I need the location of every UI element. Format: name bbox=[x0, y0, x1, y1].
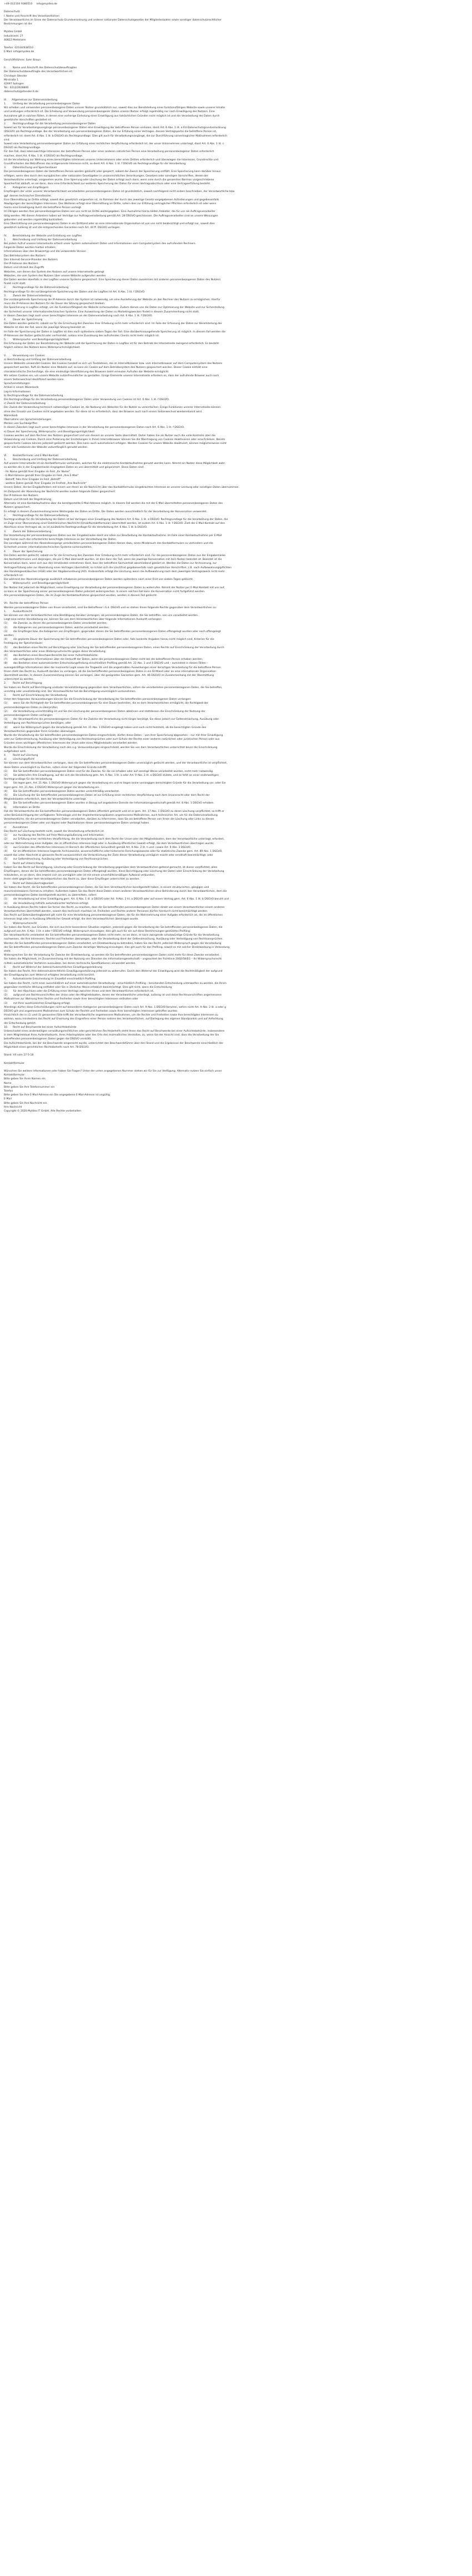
document-line: Empfängern der unter unserer Verantwortlichkeit verarbeiteten personenbezogenen Daten ist grundsätzlich, soweit nachfolgend nicht anders beschrieben, der Verantwortliche bzw. bbox=[4, 190, 235, 194]
document-line: Es erfolgt in diesem Zusammenhang keine Weitergabe der Daten an Dritte. Die Daten werden ausschließlich für die Verarbeitung der Konversation verwendet. bbox=[4, 510, 208, 513]
document-line: im Zuge einer Übersendung einer Elektronischen Nachricht (Email/Kontaktformular) übermittelt werden, ist zudem Art. 6 Abs. 1 lit. f DSGVO. Zielt der E-Mail-Kontakt auf den bbox=[4, 522, 225, 526]
document-line: DSGVO als Rechtsgrundlage. bbox=[4, 147, 41, 150]
document-line: 5. Recht auf Unterrichtung bbox=[4, 862, 44, 865]
document-line: Das Recht auf Datenübertragbarkeit gilt nicht für eine Verarbeitung personenbezogener Daten, die für die Wahrnehmung einer Aufgabe erforderlich ist, die im öffentlichen bbox=[4, 914, 223, 917]
document-line: IP-Adressen der Nutzer gelöscht oder verfremdet, sodass eine Zuordnung des aufrufenden Clients nicht mehr möglich ist. bbox=[4, 334, 159, 337]
document-line: Sie können von dem Verantwortlichen verlangen, dass die Sie betreffenden personenbezogenen Daten unverzüglich gelöscht werden, und der Verantwortliche ist verpflichtet, bbox=[4, 762, 228, 765]
document-line: Wir setzen Cookies ein, um unsere Website nutzerfreundlicher zu gestalten. Einige Elemente unserer Internetseite erfordern es, dass der aufrufende Browser auch nach bbox=[4, 374, 219, 377]
document-line: (4) für im öffentlichen Interesse liegende Archivzwecke, wissenschaftliche oder historische Forschungszwecke oder für statistische Zwecke gem. Art. 89 Abs. 1 DSGVO, bbox=[4, 850, 223, 853]
document-line: 3. Datenlöschung und Speicherdauer bbox=[4, 166, 57, 170]
document-line: Die Aufsichtsbehörde, bei der die Beschwerde eingereicht wurde, unterrichtet den Beschwerdeführer über den Stand und die Ergebnisse der Beschwerde einschließlich der bbox=[4, 1042, 224, 1045]
document-line: personenbezogenen Daten oder von Kopien oder Replikationen dieser personenbezogenen Daten verlangt haben. bbox=[4, 822, 150, 825]
document-line: Übernahme von Spracheinstellungen bbox=[4, 418, 52, 421]
document-line: (1) zur Ausübung des Rechts auf freie Meinungsäußerung und Information; bbox=[4, 834, 104, 837]
document-line: Der Verantwortliche verarbeitet die Sie betreffenden personenbezogenen Daten nicht mehr, es sei denn, er kann zwingende schutzwürdige Gründe für die Verarbeitung bbox=[4, 934, 219, 937]
document-line: Alle personenbezogenen Daten, die im Zuge der Kontaktaufnahme gespeichert wurden, werden in diesem Fall gelöscht. bbox=[4, 594, 158, 597]
document-line bbox=[4, 94, 468, 98]
document-line: aufgrund von Art. 6 Abs. 1 lit. e oder f DSGVO erfolgt, Widerspruch einzulegen; dies gilt auch für ein auf diese Bestimmungen gestütztes Profiling. bbox=[4, 930, 191, 933]
document-line: I. Name und Anschrift des Verantwortlichen bbox=[4, 14, 59, 18]
document-line: Im Zeitpunkt der Absendung der Nachricht werden zudem folgende Daten gespeichert: bbox=[4, 490, 116, 493]
document-line: tätig werden. Mit diesen Anbietern haben wir Verträge zur Auftragsverarbeitung gemäß Art. 28 DSGVO geschlossen. Die Auftragsverarbeiter sind an unsere Weisungen bbox=[4, 214, 218, 218]
document-line: Log-In-Informationen bbox=[4, 390, 31, 393]
document-line: Bitte geben Sie Ihre Telefonnummer ein bbox=[4, 1085, 55, 1089]
document-line bbox=[4, 1065, 468, 1069]
document-line: Verantwortlichen gegenüber Ihren Gründen überwiegen. bbox=[4, 730, 77, 733]
document-line: der Sie betreffenden personenbezogenen Daten zum Zwecke derartiger Werbung einzulegen; dies gilt auch für das Profiling, soweit es mit solcher Direktwerbung in Verbindung bbox=[4, 946, 230, 949]
document-line: (6) das Bestehen eines Beschwerderechts bei einer Aufsichtsbehörde; bbox=[4, 654, 98, 657]
document-line: Spracheinstellungen bbox=[4, 382, 31, 386]
document-line: betreffenden personenbezogenen Daten gegen die DSGVO verstößt. bbox=[4, 1038, 92, 1041]
document-line: Festlegung der Speicherdauer; bbox=[4, 642, 43, 645]
document-line: Soweit eine Verarbeitung personenbezogener Daten zur Erfüllung einer rechtlichen Verpflichtung erforderlich ist, der unser Unternehmen unterliegt, dient Art. 6 Abs. 1 lit. c bbox=[4, 143, 224, 146]
document-line: In diesen Zwecken liegt auch unser berechtigtes Interesse an der Datenverarbeitung nach Art. 6 Abs. 1 lit. f DSGVO. bbox=[4, 314, 153, 317]
document-line: Websites, die vom System des Nutzers über unsere Website aufgerufen werden bbox=[4, 274, 106, 277]
document-line: (2) die Verarbeitung unrechtmäßig ist und Sie die Löschung der personenbezogenen Daten ablehnen und stattdessen die Einschränkung der Nutzung der bbox=[4, 710, 205, 713]
document-line: Unbeschadet eines anderweitigen verwaltungsrechtlichen oder gerichtlichen Rechtsbehelfs steht Ihnen das Recht auf Beschwerde bei einer Aufsichtsbehörde, insbesondere bbox=[4, 1030, 225, 1033]
document-line: Die Speicherung in Logfiles erfolgt, um die Funktionsfähigkeit der Website sicherzustellen. Zudem dienen uns die Daten zur Optimierung der Website und zur Sicherstellung bbox=[4, 306, 224, 310]
document-line: Tel.: 0212/2628800 bbox=[4, 87, 29, 90]
document-line: Werden personenbezogene Daten von Ihnen verarbeitet, sind Sie Betroffener i.S.d. DSGVO und es stehen Ihnen folgende Rechte gegenüber dem Verantwortlichen zu: bbox=[4, 606, 217, 609]
document-line: 5. Widerspruchs- und Beseitigungsmöglichkeit bbox=[4, 582, 69, 585]
document-line: Industriestr. 27 bbox=[4, 34, 23, 38]
document-line: Unter den folgenden Voraussetzungen können Sie die Einschränkung der Verarbeitung der Sie betreffenden personenbezogenen Daten verlangen: bbox=[4, 698, 192, 701]
document-line: 6. Recht auf Datenübertragbarkeit bbox=[4, 882, 54, 885]
document-line: so werden die in der Eingabemaske eingegeben Daten an uns übermittelt und gespeichert. Diese Daten sind: bbox=[4, 466, 144, 469]
document-line: 3. Zweck der Datenverarbeitung bbox=[4, 294, 52, 297]
document-line: aufgehoben wird. bbox=[4, 750, 27, 753]
document-line: den Verantwortlichen oder eines Widerspruchsrechts gegen diese Verarbeitung; bbox=[4, 650, 107, 653]
document-line: 1. Umfang der Verarbeitung personenbezogener Daten bbox=[4, 102, 81, 105]
document-line: (2) aufgrund von Rechtsvorschriften der Union oder der Mitgliedstaaten, denen der Verantwortliche unterliegt, zulässig ist und diese Rechtsvorschriften angemessene bbox=[4, 994, 222, 997]
document-line: Datum und Uhrzeit der Registrierung bbox=[4, 498, 52, 502]
document-line: ggf. dessen technischer Dienstleister. bbox=[4, 194, 52, 198]
document-line: 1. Auskunftsrecht bbox=[4, 610, 32, 613]
document-line: Für den Fall, dass lebenswichtige Interessen der betroffenen Person oder einer anderen natürlichen Person eine Verarbeitung personenbezogener Daten erforderlich bbox=[4, 150, 214, 154]
document-line: gespeichert werden. Ruft ein Nutzer eine Website auf, so kann ein Cookie auf dem Betriebssystem des Nutzers gespeichert werden. Dieser Cookie enthält eine bbox=[4, 366, 208, 370]
document-line: folglich seitens des Nutzers keine Widerspruchsmöglichkeit. bbox=[4, 346, 81, 350]
document-line: (1) wenn Sie die Richtigkeit der Sie betreffenden personenbezogenen für eine Dauer bestreiten, die es dem Verantwortlichen ermöglicht, die Richtigkeit der bbox=[4, 702, 208, 705]
document-line: Verantwortliche, die die personenbezogenen Daten verarbeiten, darüber zu informieren, dass Sie als betroffene Person von ihnen die Löschung aller Links zu diesen bbox=[4, 818, 214, 821]
document-line: Stand: V4 vom 27-5-18 bbox=[4, 1054, 34, 1057]
document-line bbox=[4, 230, 468, 234]
document-line: mittels automatisierter Verfahren auszuüben, bei denen technische Spezifikationen verwendet werden. bbox=[4, 962, 136, 965]
document-line: Gründen eines wichtigen öffentlichen Interesses der Union oder eines Mitgliedstaats verarbeitet werden. bbox=[4, 742, 138, 745]
document-line: (1) für den Abschluss oder die Erfüllung eines Vertrags zwischen Ihnen und dem Verantwortlichen erforderlich ist, bbox=[4, 990, 154, 993]
document-line: Die sonstigen während des Absendevorgangs verarbeiteten personenbezogenen Daten dienen dazu, einen Missbrauch des Kontaktformulars zu verhindern und die bbox=[4, 542, 213, 545]
document-line: Verantwortliche unterliegt, vorgesehen wurde. Eine Sperrung oder Löschung der Daten erfolgt auch dann, wenn eine durch die genannten Normen vorgeschriebene bbox=[4, 178, 214, 181]
document-line: übermittelt werden. In diesem Zusammenhang können Sie verlangen, über die geeigneten Garantien gem. Art. 46 DSGVO im Zusammenhang mit der Übermittlung bbox=[4, 674, 214, 677]
document-line: Datenschutz bbox=[4, 11, 20, 14]
document-line: In diesen Zwecken liegt auch unser berechtigtes Interesse in der Verarbeitung der personenbezogenen Daten nach Art. 6 Abs. 1 lit. f DSGVO. bbox=[4, 426, 185, 430]
document-line bbox=[4, 1049, 468, 1053]
document-line: 3. Zweck der Datenverarbeitung bbox=[4, 530, 52, 533]
document-line: Alternativ ist eine Kontaktaufnahme über die bereitgestellte E-Mail-Adresse möglich. In diesem Fall werden die mit der E-Mail übermittelten personenbezogenen Daten des bbox=[4, 502, 223, 506]
document-line: Sie haben das Recht, nicht einer ausschließlich auf einer automatisierten Verarbeitung – einschließlich Profiling – beruhenden Entscheidung unterworfen zu werden, die Ihnen bbox=[4, 982, 227, 985]
document-line: der Entscheidung gehört. bbox=[4, 1022, 37, 1025]
document-line: 10. Recht auf Beschwerde bei einer Aufsichtsbehörde bbox=[4, 1026, 77, 1029]
document-line: Merken von Suchbegriffen bbox=[4, 422, 38, 426]
document-line: werden; bbox=[4, 634, 14, 637]
document-line: Haben Sie das Recht auf Berichtigung, Löschung oder Einschränkung der Verarbeitung gegenüber dem Verantwortlichen geltend gemacht, ist dieser verpflichtet, allen bbox=[4, 866, 218, 869]
document-line: Cookies werden auf dem Rechner des Nutzers gespeichert und von diesem an unserer Seite übermittelt. Daher haben Sie als Nutzer auch die volle Kontrolle über die bbox=[4, 434, 215, 437]
document-line: mitzuteilen, es sei denn, dies erweist sich als unmöglich oder ist mit einem unverhältnismäßigen Aufwand verbunden. bbox=[4, 874, 155, 877]
document-line: 7. Widerspruchsrecht bbox=[4, 922, 37, 925]
document-line: Das Recht auf Löschung besteht nicht, soweit die Verarbeitung erforderlich ist bbox=[4, 830, 104, 833]
document-line: Wir erheben und verwenden personenbezogene Daten unserer Nutzer grundsätzlich nur, soweit dies zur Bereitstellung einer funktionsfähigen Website sowie unserer Inhalte bbox=[4, 107, 225, 110]
document-line: gesetzliche Vorschriften gestattet ist. bbox=[4, 118, 52, 122]
document-line: III. Allgemeines zur Datenverarbeitung bbox=[4, 98, 58, 102]
document-line: Wünschen Sie weitere Informationen oder haben Sie Fragen? Unter der unten angegebenen Nummer stehen wir für Sie zur Verfügung. Alternativ nutzen Sie einfach unser bbox=[4, 1070, 222, 1073]
document-line: Bestimmungen ist die: bbox=[4, 23, 33, 26]
document-line: 4. Recht auf Löschung bbox=[4, 754, 38, 757]
document-line: 8. Recht auf Widerruf der datenschutzrechtlichen Einwilligungserklärung bbox=[4, 966, 102, 969]
document-line: a) Löschungspflicht bbox=[4, 758, 34, 761]
document-line: 4. Dauer der Speicherung bbox=[4, 550, 43, 553]
document-line: Ausnahme gilt in solchen Fällen, in denen eine vorherige Einholung einer Einwilligung aus tatsächlichen Gründen nicht möglich ist und die Verarbeitung der Daten durch bbox=[4, 114, 220, 118]
document-line: Ihnen steht das Recht zu, Auskunft darüber zu verlangen, ob die Sie betreffenden personenbezogenen Daten in ein Drittland oder an eine internationale Organisation bbox=[4, 670, 216, 673]
document-line: Mirstraße 1 bbox=[4, 78, 19, 82]
document-line: Kontaktformular: bbox=[4, 1074, 26, 1077]
document-line: Hinsichtlich der in (1) und (3) genannten Fälle trifft der Verantwortliche angemessene Maßnahmen, um die Rechte und Freiheiten sowie Ihre berechtigten Interessen zu bbox=[4, 1014, 218, 1017]
document-line: E-Mail bbox=[4, 1098, 12, 1101]
document-line: machen, dient Art. 6 Abs. 1 lit. d DSGVO als Rechtsgrundlage. bbox=[4, 154, 83, 158]
document-line: diese Daten unverzüglich zu löschen, sofern einer der folgenden Gründe zutrifft: bbox=[4, 766, 107, 769]
document-line: Auf unserer Internetseite ist ein Kontaktformular vorhanden, welches für die elektronische Kontaktaufnahme genutzt werden kann. Nimmt ein Nutzer diese Möglichkeit wahr, bbox=[4, 462, 226, 466]
document-line: 5. Widerspruchs- und Beseitigungsmöglichkeit bbox=[4, 338, 69, 341]
document-line: (3) die Empfänger bzw. die Kategorien von Empfängern, gegenüber denen die Sie betreffenden personenbezogenen Daten offengelegt wurden oder noch offengelegt bbox=[4, 630, 221, 633]
document-line: Verwendung von Cookies. Durch eine Änderung der Einstellungen in Ihrem Internetbrowser können Sie die Übertragung von Cookies deaktivieren oder einschränken. Bereits bbox=[4, 438, 225, 442]
document-line: (3) mit Ihrer ausdrücklichen Einwilligung erfolgt. bbox=[4, 1002, 71, 1005]
document-line: Eine Übermittlung an Dritte erfolgt, soweit dies gesetzlich vorgesehen ist, im Rahmen der durch das jeweilige Gesetz vorgegebenen Anforderungen und gegebenenfalls bbox=[4, 198, 219, 201]
document-line: aussagekräftige Informationen über die involvierte Logik sowie die Tragweite und die angestrebten Auswirkungen einer derartigen Verarbeitung für die betroffene Person. bbox=[4, 666, 222, 669]
document-line: VII. Rechte der betroffenen Person bbox=[4, 602, 49, 605]
document-line: (5) das Bestehen eines Rechts auf Berichtigung oder Löschung der Sie betreffenden personenbezogenen Daten, eines Rechts auf Einschränkung der Verarbeitung durch bbox=[4, 646, 224, 649]
document-line: (5) Die Löschung der Sie betreffenden personenbezogenen Daten ist zur Erfüllung einer rechtlichen Verpflichtung nach dem Unionsrecht oder dem Recht der bbox=[4, 794, 210, 797]
document-line: (4) die geplante Dauer der Speicherung der Sie betreffenden personenbezogenen Daten oder, falls konkrete Angaben hierzu nicht möglich sind, Kriterien für die bbox=[4, 638, 214, 642]
document-line: e) Dauer der Speicherung, Widerspruchs- und Beseitigungsmöglichkeit bbox=[4, 430, 95, 433]
document-line: Der Zweck der Verwendung technisch notwendiger Cookies ist, die Nutzung von Websites für die Nutzer zu vereinfachen. Einige Funktionen unserer Internetseite können bbox=[4, 406, 221, 410]
document-line: Im Falle der Speicherung der Daten in Logfiles ist dies nach spätestens sieben Tagen der Fall. Eine darüberhinausgehende Speicherung ist möglich. In diesem Fall werden die bbox=[4, 330, 225, 334]
document-line: (1) Die Sie betreffenden personenbezogenen Daten sind für die Zwecke, für die sie erhoben oder auf sonstige Weise verarbeitet wurden, nicht mehr notwendig. bbox=[4, 770, 214, 773]
document-line: Wurde die Einschränkung der Verarbeitung nach den o.g. Voraussetzungen eingeschränkt, werden Sie von dem Verantwortlichen unterrichtet bevor die Einschränkung bbox=[4, 746, 218, 749]
document-line: Telefon: 02104/938510 bbox=[4, 47, 33, 50]
document-line: Informationen über den Browsertyp und die verwendete Version bbox=[4, 250, 86, 254]
document-line: (2) Sie widerrufen Ihre Einwilligung, auf die sich die Verarbeitung gem. Art. 6 Abs. 1 lit. a oder Art. 9 Abs. 2 lit. a DSGVO stützte, und es fehlt an einer anderweitigen bbox=[4, 774, 219, 777]
document-line: Speicherfrist abläuft, es sei denn, dass eine Erforderlichkeit zur weiteren Speicherung der Daten für einen Vertragsabschluss oder eine Vertragserfüllung besteht. bbox=[4, 183, 211, 186]
document-line: Die während des Absendevorgangs zusätzlich erhobenen personenbezogenen Daten werden spätestens nach einer Frist von sieben Tagen gelöscht. bbox=[4, 578, 194, 582]
document-line: 4. Kategorien von Empfängern bbox=[4, 186, 49, 190]
document-line: Datum und Uhrzeit des Zugriffs bbox=[4, 266, 44, 270]
document-line: legen gem. Art. 21 Abs. 2 DSGVO Widerspruch gegen die Verarbeitung ein. bbox=[4, 786, 100, 789]
document-line: b) Rechtsgrundlage für die Datenverarbeitung bbox=[4, 394, 63, 397]
document-line: Bitte geben Sie Ihren Namen ein bbox=[4, 1078, 46, 1081]
document-line: (2) zur Erfüllung einer rechtlichen Verpflichtung, die die Verarbeitung nach dem Recht der Union oder der Mitgliedstaaten, dem der Verantwortliche unterliegt, erfordert, bbox=[4, 838, 225, 841]
document-line: Werden die Sie betreffenden personenbezogenen Daten verarbeitet, um Direktwerbung zu betreiben, haben Sie das Recht, jederzeit Widerspruch gegen die Verarbeitung bbox=[4, 942, 222, 945]
document-line: c) Zweck der Datenverarbeitung bbox=[4, 402, 46, 406]
document-line: Den Internet-Service-Provider des Nutzers bbox=[4, 258, 58, 261]
document-line: (3) Sie legen gem. Art. 21 Abs. 1 DSGVO Widerspruch gegen die Verarbeitung ein und es liegen keine vorrangigen berechtigten Gründe für die Verarbeitung vor, oder Sie bbox=[4, 782, 226, 785]
document-line: Rechtsgrundlage für die Verarbeitung. bbox=[4, 778, 53, 781]
document-line: Die Daten werden gelöscht, sobald sie für die Erreichung des Zweckes ihrer Erhebung nicht mehr erforderlich sind. Für die personenbezogenen Daten aus der Eingabemaske bbox=[4, 554, 226, 557]
document-line: Die IP-Adresse des Nutzers bbox=[4, 494, 38, 497]
document-line: Bei jedem Aufruf unserer Internetseite erfasst unser System automatisiert Daten und Informationen vom Computersystem des aufrufenden Rechners. bbox=[4, 243, 197, 246]
document-line: Ist die Verarbeitung zur Wahrung eines berechtigten Interesses unseres Unternehmens oder eines Dritten erforderlich und überwiegen die Interessen, Grundrechte und bbox=[4, 158, 219, 161]
document-line: Geschäftsführer: Sven Braun bbox=[4, 58, 41, 62]
document-line: Warenkorb bbox=[4, 414, 18, 417]
document-line: (3) der Verantwortliche die personenbezogenen Daten für die Zwecke der Verarbeitung nicht länger benötigt, Sie diese jedoch zur Geltendmachung, Ausübung oder bbox=[4, 718, 219, 721]
document-line: V. Verwendung von Cookies bbox=[4, 354, 45, 357]
document-line: erforderlich ist. bbox=[4, 574, 23, 577]
document-line: (3) aus Gründen des öffentlichen Interesses im Bereich der öffentlichen Gesundheit gemäß Art. 9 Abs. 2 lit. h und i sowie Art. 9 Abs. 3 DSGVO; bbox=[4, 846, 192, 849]
document-line: Unsere Daten, die bei Eingabefeldern mit einem von Ihnen an die Nachricht über das Kontaktformular eingebrachten Interesse an unserer Leistung oder sonstigen Daten übernommen. bbox=[4, 486, 239, 489]
document-line: Grundfreiheiten des Betroffenen das erstgenannte Interesse nicht, so dient Art. 6 Abs. 1 lit. f DSGVO als Rechtsgrundlage für die Verarbeitung. bbox=[4, 163, 187, 166]
document-line: Sie haben das Recht, Ihre datenschutzrechtliche Einwilligungserklärung jederzeit zu widerrufen. Durch den Widerruf der Einwilligung wird die Rechtmäßigkeit der aufgrund bbox=[4, 970, 223, 973]
document-line: (2) die Verarbeitung mithilfe automatisierter Verfahren erfolgt. bbox=[4, 902, 89, 905]
document-line: +49 (0)2104 9380510 info@myidea.de bbox=[4, 3, 58, 6]
document-line: - E-Mail-Adresse gemäß Ihrer Eingabe im Feld „Ihre E-Mail" bbox=[4, 474, 79, 477]
document-line: Ihre Nachricht bbox=[4, 1105, 22, 1109]
document-line: Wurde die Verarbeitung der Sie betreffenden personenbezogenen Daten eingeschränkt, dürfen diese Daten – von ihrer Speicherung abgesehen – nur mit Ihrer Einwilligung bbox=[4, 734, 223, 738]
document-line: Christoph Stender bbox=[4, 74, 27, 78]
document-line: sind. bbox=[4, 138, 10, 142]
document-line: gesetzlich zulässig ist und die entsprechenden Garantien nach Art. 44 ff. DSGVO vorliegen. bbox=[4, 226, 120, 230]
document-line: a) Beschreibung und Umfang der Datenverarbeitung bbox=[4, 358, 72, 361]
document-line: Abwägungen der berechtigten Interessen. Des Weiteren erfolgt eine Übermittlung an Dritte, sofern dies zur Erfüllung vertraglicher Pflichten erforderlich ist oder wenn bbox=[4, 203, 217, 206]
document-line: Konversation dann, wenn sich aus den Umständen entnehmen lässt, dass der betroffene Sachverhalt abschließend geklärt ist. Werden die Daten zur Archivierung, zur bbox=[4, 562, 217, 565]
document-line: Website ist dies der Fall, wenn die jeweilige Sitzung beendet ist. bbox=[4, 326, 86, 330]
document-line: personenbezogenen Daten bereitgestellt wurden, zu übermitteln, sofern bbox=[4, 894, 97, 897]
document-line: Im Übrigen werden Ihre personenbezogenen Daten von uns nicht an Dritte weitergegeben. Eine Ausnahme hierzu bilden Anbieter, die für uns als Auftragsverarbeiter bbox=[4, 210, 215, 214]
document-line: - weitere Daten gemäß Ihrer Eingabe im Freifeld „Ihre Nachricht" bbox=[4, 482, 87, 486]
document-line: Bitte geben Sie Ihre E-Mail-Adresse ein Die angegebene E-Mail-Adresse ist ungültig bbox=[4, 1094, 110, 1097]
document-line: 42697 Solingen bbox=[4, 82, 24, 85]
document-line: (4) wenn Sie Widerspruch gegen die Verarbeitung gemäß Art. 21 Abs. 1 DSGVO eingelegt haben und noch nicht feststeht, ob die berechtigten Gründe des bbox=[4, 726, 207, 729]
document-line bbox=[4, 598, 468, 602]
document-line: Die vorübergehende Speicherung der IP-Adresse durch das System ist notwendig, um eine Auslieferung der Website an den Rechner des Nutzers zu ermöglichen. Hierfür bbox=[4, 298, 220, 301]
document-line bbox=[4, 54, 468, 58]
document-line: - Betreff, falls Ihrer Eingabe im Feld „Betreff" bbox=[4, 478, 61, 482]
document-line bbox=[4, 6, 468, 10]
document-line: Maßnahmen zur Wahrung Ihrer Rechte und Freiheiten sowie Ihrer berechtigten Interessen enthalten oder bbox=[4, 998, 138, 1001]
document-line: 1. Beschreibung und Umfang der Datenverarbeitung bbox=[4, 458, 77, 462]
document-line: b) Information an Dritte bbox=[4, 806, 40, 809]
document-line: erfolgen, wenn dies durch den europäischen oder nationalen Gesetzgeber in unionsrechtlichen Verordnungen, Gesetzen oder sonstigen Vorschriften, denen der bbox=[4, 174, 208, 178]
document-line bbox=[4, 62, 468, 66]
document-line: 2. Rechtsgrundlage für die Verarbeitung personenbezogener Daten bbox=[4, 123, 96, 125]
document-line: Hat der Verantwortliche die Sie betreffenden personenbezogenen Daten öffentlich gemacht und ist er gem. Art. 17 Abs. 1 DSGVO zu deren Löschung verpflichtet, so trifft er bbox=[4, 810, 224, 813]
document-line: Copyright © 2020 MyIdea IT GmbH, Alle Rechte vorbehalten bbox=[4, 1110, 82, 1113]
document-line: 2. Recht auf Berichtigung bbox=[4, 682, 42, 685]
document-line: Die Daten werden ebenfalls in den Logfiles unseres Systems gespeichert. Eine Speicherung dieser Daten zusammen mit anderen personenbezogenen Daten des Nutzers bbox=[4, 278, 221, 281]
document-line bbox=[4, 450, 468, 454]
document-line bbox=[4, 26, 468, 30]
document-line: 40822 Mettmann bbox=[4, 38, 26, 42]
document-line: Sie haben ein Recht auf Berichtigung und/oder Vervollständigung gegenüber dem Verantwortlichen, sofern die verarbeiteten personenbezogenen Daten, die Sie betreffen, bbox=[4, 686, 223, 689]
document-line: gebunden und werden regelmäßig kontrolliert. bbox=[4, 218, 64, 221]
document-line: Das Betriebssystem des Nutzers bbox=[4, 254, 46, 257]
document-line: findet nicht statt. bbox=[4, 282, 26, 286]
document-line: (DSGVO) als Rechtsgrundlage. Bei der Verarbeitung von personenbezogenen Daten, die zur Erfüllung eines Vertrages, dessen Vertragspartei die betroffene Person ist, bbox=[4, 130, 217, 134]
document-line: Rechtsgrundlage für die Verarbeitung der Daten ist bei Vorliegen einer Einwilligung des Nutzers Art. 6 Abs. 1 lit. a DSGVO. Rechtsgrundlage für die Verarbeitung der Daten, die bbox=[4, 518, 228, 522]
document-line: gegenüber rechtliche Wirkung entfaltet oder Sie in ähnlicher Weise erheblich beeinträchtigt. Dies gilt nicht, wenn die Entscheidung bbox=[4, 986, 172, 989]
document-line: Name bbox=[4, 1082, 12, 1085]
document-line: Telefon bbox=[4, 1090, 13, 1093]
document-line: E-Mail: info@myidea.de bbox=[4, 50, 34, 54]
document-line: 9. Automatisierte Entscheidung im Einzelfall einschließlich Profiling bbox=[4, 978, 96, 981]
document-line: 1. Beschreibung und Umfang der Datenverarbeitung bbox=[4, 238, 77, 241]
document-line: Verteidigung von Rechtsansprüchen benötigen, oder bbox=[4, 722, 72, 725]
document-line: der Sicherheit unserer informationstechnischen Systeme. Eine Auswertung der Daten zu Marketingzwecken findet in diesem Zusammenhang nicht statt. bbox=[4, 310, 199, 314]
document-line: hierzu eine Einwilligung durch die betroffene Person vorliegt. bbox=[4, 206, 82, 210]
document-line: nachweisen, die Ihre Interessen, Rechte und Freiheiten überwiegen, oder die Verarbeitung dient der Geltendmachung, Ausübung oder Verteidigung von Rechtsansprüchen. bbox=[4, 938, 223, 941]
document-line: Mitgliedstaaten erforderlich, dem der Verantwortliche unterliegt. bbox=[4, 798, 87, 801]
document-line: des Handelsgesetzbuches (HGB) oder der Abgabenordnung (AO). Anderenfalls erfolgt die Löschung, wenn die Aufbewahrung nach dem jeweiligen Vertragszweck nicht mehr bbox=[4, 570, 225, 573]
document-line: Liegt eine solche Verarbeitung vor, können Sie von dem Verantwortlichen über folgende Informationen Auskunft verlangen: bbox=[4, 618, 162, 622]
document-line: Eine Übermittlung von personenbezogenen Daten in ein Drittland oder an eine internationale Organisation ist von uns nicht beabsichtigt und erfolgt nur, soweit dies bbox=[4, 223, 215, 226]
document-line: (1) die Zwecke, zu denen die personenbezogenen Daten verarbeitet werden; bbox=[4, 622, 108, 625]
document-line: Die Rechtsgrundlage für die Verarbeitung personenbezogener Daten unter Verwendung von Cookies ist Art. 6 Abs. 1 lit. f DSGVO. bbox=[4, 398, 169, 401]
document-line: Die IP-Adresse des Nutzers bbox=[4, 262, 38, 266]
document-line: (7) alle verfügbaren Informationen über die Herkunft der Daten, wenn die personenbezogenen Daten nicht bei der betroffenen Person erhoben werden; bbox=[4, 658, 203, 661]
document-line: in dem Mitgliedstaat Ihres Aufenthaltsorts, Ihres Arbeitsplatzes oder des Orts des mutmaßlichen Verstoßes, zu, wenn Sie der Ansicht sind, dass die Verarbeitung der Sie bbox=[4, 1034, 219, 1037]
document-line: Die Erfassung der Daten zur Bereitstellung der Website und die Speicherung der Daten in Logfiles ist für den Betrieb der Internetseite zwingend erforderlich. Es besteht bbox=[4, 342, 219, 346]
document-line: Vertragserfüllung oder zur Abwicklung eines Vertrages übermittelt, so richtet sich die Löschfrist gegebenenfalls nach gesetzlichen Vorschriften, z.B. nach Aufbewahrungspflichten bbox=[4, 566, 232, 569]
document-line: Ihnen steht gegenüber dem Verantwortlichen das Recht zu, über diese Empfänger unterrichtet zu werden. bbox=[4, 878, 140, 881]
document-line: unrichtig oder unvollständig sind. Der Verantwortliche hat die Berichtigung unverzüglich vorzunehmen. bbox=[4, 690, 137, 693]
document-line: Sicherheit unserer informationstechnischen Systeme sicherzustellen. bbox=[4, 546, 93, 549]
document-line bbox=[4, 350, 468, 354]
document-line: personenbezogenen Daten verlangen; bbox=[4, 714, 53, 717]
document-line: einem Seitenwechsel identifiziert werden kann. bbox=[4, 378, 65, 381]
document-line: II. Name und Anschrift des Datenschutzbeauftragten bbox=[4, 67, 77, 70]
document-line: Abschluss eines Vertrages ab, so ist zusätzliche Rechtsgrundlage für die Verarbeitung Art. 6 Abs. 1 lit. b DSGVO. bbox=[4, 526, 148, 529]
document-line: In Ausübung dieses Rechts haben Sie ferner das Recht, zu erwirken, dass die Sie betreffenden personenbezogenen Daten direkt von einem Verantwortlichen einem anderen bbox=[4, 906, 225, 909]
document-line: des Kontaktformulars und diejenigen, die per E-Mail übersandt wurden, ist dies dann der Fall, wenn die jeweilige Konversation mit dem Nutzer beendet ist. Beendet ist die bbox=[4, 558, 222, 562]
document-line: oder zur Wahrnehmung einer Aufgabe, die im öffentlichen Interesse liegt oder in Ausübung öffentlicher Gewalt erfolgt, die dem Verantwortlichen übertragen wurde; bbox=[4, 842, 214, 845]
privacy-policy-document bbox=[4, 2, 468, 1113]
document-line: 2. Rechtsgrundlage für die Datenverarbeitung bbox=[4, 514, 69, 517]
document-line: (8) das Bestehen einer automatisierten Entscheidungsfindung einschließlich Profiling gemäß Art. 22 Abs. 1 und 4 DSGVO und – zumindest in diesen Fällen – bbox=[4, 662, 208, 665]
document-line: Sie haben die Möglichkeit, im Zusammenhang mit der Nutzung von Diensten der Informationsgesellschaft – ungeachtet der Richtlinie 2002/58/EG – Ihr Widerspruchsrecht bbox=[4, 958, 222, 961]
document-line: datenschutz@stender-it.de bbox=[4, 90, 39, 94]
document-line: (4) Die Sie betreffenden personenbezogenen Daten wurden unrechtmäßig verarbeitet. bbox=[4, 790, 120, 793]
document-line: Sie haben das Recht, aus Gründen, die sich aus Ihrer besonderen Situation ergeben, jederzeit gegen die Verarbeitung der Sie betreffenden personenbezogenen Daten, die bbox=[4, 926, 223, 929]
document-line: Bitte geben Sie Ihre Nachricht ein bbox=[4, 1102, 47, 1105]
document-line: Die personenbezogenen Daten der betroffenen Person werden gelöscht oder gesperrt, sobald der Zweck der Speicherung entfällt. Eine Speicherung kann darüber hinaus bbox=[4, 170, 221, 174]
document-line: Sie können von dem Verantwortlichen eine Bestätigung darüber verlangen, ob personenbezogene Daten, die Sie betreffen, von uns verarbeitet werden. bbox=[4, 614, 199, 617]
document-line: Die Daten werden gelöscht, sobald sie für die Erreichung des Zweckes ihrer Erhebung nicht mehr erforderlich sind. Im Falle der Erfassung der Daten zur Bereitstellung der bbox=[4, 322, 222, 326]
document-line: Möglichkeit eines gerichtlichen Rechtsbehelfs nach Art. 78 DSGVO. bbox=[4, 1045, 89, 1049]
document-line: muss die IP-Adresse des Nutzers für die Dauer der Sitzung gespeichert bleiben. bbox=[4, 302, 106, 306]
document-line: unter Berücksichtigung der verfügbaren Technologie und der Implementierungskosten angemessene Maßnahmen, auch technischer Art, um für die Datenverarbeitung bbox=[4, 814, 218, 817]
document-line: Allerdings dürfen diese Entscheidungen nicht auf besonderen Kategorien personenbezogener Daten nach Art. 9 Abs. 1 DSGVO beruhen, sofern nicht Art. 9 Abs. 2 lit. a oder g bbox=[4, 1006, 226, 1009]
document-line: Interesse liegt oder in Ausübung öffentlicher Gewalt erfolgt, die dem Verantwortlichen übertragen wurde. bbox=[4, 918, 139, 921]
document-line: erforderlich ist, dient Art. 6 Abs. 1 lit. b DSGVO als Rechtsgrundlage. Dies gilt auch für Verarbeitungsvorgänge, die zur Durchführung vorvertraglicher Maßnahmen erforderlich bbox=[4, 134, 227, 138]
document-line: Kontaktformular bbox=[4, 1062, 25, 1065]
document-line: unterrichtet zu werden. bbox=[4, 678, 34, 681]
document-line: oder zur Geltendmachung, Ausübung oder Verteidigung von Rechtsansprüchen oder zum Schutz der Rechte einer anderen natürlichen oder juristischen Person oder aus bbox=[4, 738, 220, 741]
document-line: Sie haben das Recht, die Sie betreffenden personenbezogenen Daten, die Sie dem Verantwortlichen bereitgestellt haben, in einem strukturierten, gängigen und bbox=[4, 886, 209, 889]
document-line: personenbezogenen Daten zu überprüfen; bbox=[4, 706, 58, 709]
document-line: Der Datenschutzbeauftragte des Verantwortlichen ist: bbox=[4, 70, 73, 74]
document-line: 2. Rechtsgrundlage für die Datenverarbeitung bbox=[4, 286, 69, 290]
document-line: ohne den Einsatz von Cookies nicht angeboten werden. Für diese ist es erforderlich, dass der Browser auch nach einem Seitenwechsel wiedererkannt wird. bbox=[4, 410, 203, 413]
document-line bbox=[4, 42, 468, 46]
document-line: Verantwortlichen übermittelt werden, soweit dies technisch machbar ist. Freiheiten und Rechte anderer Personen dürfen hierdurch nicht beeinträchtigt werden. bbox=[4, 910, 208, 913]
document-line: wahren, wozu mindestens das Recht auf Erwirkung des Eingreifens einer Person seitens des Verantwortlichen, auf Darlegung des eigenen Standpunkts und auf Anfechtung bbox=[4, 1018, 223, 1021]
document-line: charakteristische Zeichenfolge, die eine eindeutige Identifizierung des Browsers beim erneuten Aufrufen der Website ermöglicht. bbox=[4, 370, 169, 373]
document-line: - Ihr Name gemäß Ihrer Eingabe im Feld „Ihr Name" bbox=[4, 470, 71, 473]
document-line: so kann er der Speicherung seiner personenbezogenen Daten jederzeit widersprechen. In einem solchen Fall kann die Konversation nicht fortgeführt werden. bbox=[4, 590, 205, 593]
document-line: Widersprechen Sie der Verarbeitung für Zwecke der Direktwerbung, so werden die Sie betreffenden personenbezogenen Daten nicht mehr für diese Zwecke verarbeitet. bbox=[4, 954, 220, 957]
document-line: 4. Dauer der Speicherung bbox=[4, 318, 43, 321]
document-line: liegt hieran auch das erforderliche berechtigte Interesse an der Verarbeitung der Daten. bbox=[4, 538, 117, 542]
document-line: (1) die Verarbeitung auf einer Einwilligung gem. Art. 6 Abs. 1 lit. a DSGVO oder Art. 9 Abs. 2 lit. a DSGVO oder auf einem Vertrag gem. Art. 6 Abs. 1 lit. b DSGVO beruht und bbox=[4, 898, 229, 901]
document-line: Folgende Daten werden hierbei erhoben: bbox=[4, 246, 57, 250]
document-line: Der Verantwortliche im Sinne der Datenschutz-Grundverordnung und anderer nationaler Datenschutzgesetze der Mitgliedsstaaten sowie sonstiger datenschutzrechtlicher bbox=[4, 18, 222, 22]
document-line: gespeicherte Cookies können jederzeit gelöscht werden. Dies kann auch automatisiert erfolgen. Werden Cookies für unsere Website deaktiviert, können möglicherweise nicht bbox=[4, 442, 227, 446]
document-line: MyIdea GmbH bbox=[4, 31, 22, 34]
document-line: Websites, von denen das System des Nutzers auf unsere Internetseite gelangt bbox=[4, 270, 104, 274]
document-line: mehr alle Funktionen der Website vollumfänglich genutzt werden. bbox=[4, 446, 88, 449]
document-line: (5) zur Geltendmachung, Ausübung oder Verteidigung von Rechtsansprüchen. bbox=[4, 858, 109, 861]
document-line: VI. Kontaktformular und E-Mail-Kontakt bbox=[4, 454, 59, 457]
document-line: Empfängern, denen die Sie betreffenden personenbezogenen Daten offengelegt wurden, diese Berichtigung oder Löschung der Daten oder Einschränkung der Verarbeitung bbox=[4, 870, 224, 873]
document-line: Die Verarbeitung der personenbezogenen Daten aus der Eingabemaske dient uns allein zur Bearbeitung der Kontaktaufnahme. Im Falle einer Kontaktaufnahme per E-Mail bbox=[4, 534, 222, 537]
document-line: (2) die Kategorien von personenbezogenen Daten, welche verarbeitet werden; bbox=[4, 626, 109, 629]
document-line: Rechtsgrundlage für die vorübergehende Speicherung der Daten und der Logfiles ist Art. 6 Abs. 1 lit. f DSGVO. bbox=[4, 290, 145, 294]
document-line: IV. Bereitstellung der Website und Erstellung von Logfiles bbox=[4, 234, 82, 238]
document-line: Nutzers gespeichert. bbox=[4, 506, 31, 509]
document-line: maschinenlesbaren Format zu erhalten. Außerdem haben Sie das Recht diese Daten einem anderen Verantwortlichen ohne Behinderung durch den Verantwortlichen, dem die bbox=[4, 890, 227, 893]
document-line: steht. bbox=[4, 949, 12, 953]
document-line: Soweit wir für Verarbeitungsvorgänge personenbezogener Daten eine Einwilligung der betroffenen Person einholen, dient Art. 6 Abs. 1 lit. a EU-Datenschutzgrundverordnung bbox=[4, 127, 226, 130]
document-line: Der Nutzer hat jederzeit die Möglichkeit, seine Einwilligung zur Verarbeitung der personenbezogenen Daten zu widerrufen. Nimmt der Nutzer per E-Mail Kontakt mit uns auf, bbox=[4, 586, 225, 589]
document-line bbox=[4, 1057, 468, 1061]
document-line: DSGVO gilt und angemessene Maßnahmen zum Schutz der Rechte und Freiheiten sowie Ihrer berechtigten Interessen getroffen wurden. bbox=[4, 1010, 178, 1013]
document-line: der Einwilligung bis zum Widerruf erfolgten Verarbeitung nicht berührt. bbox=[4, 974, 95, 977]
document-line: soweit das unter Abschnitt a) genannte Recht voraussichtlich die Verwirklichung der Ziele dieser Verarbeitung unmöglich macht oder ernsthaft beeinträchtigt, oder bbox=[4, 854, 213, 857]
document-line: Unsere Webseite verwendet Cookies. Bei Cookies handelt es sich um Textdateien, die im Internetbrowser bzw. vom Internetbrowser auf dem Computersystem des Nutzers bbox=[4, 362, 223, 366]
document-line: c) Ausnahmen bbox=[4, 826, 28, 829]
document-line: (6) Die Sie betreffenden personenbezogenen Daten wurden in Bezug auf angebotene Dienste der Informationsgesellschaft gemäß Art. 8 Abs. 1 DSGVO erhoben. bbox=[4, 802, 214, 805]
document-line: und Leistungen erforderlich ist. Die Erhebung und Verwendung personenbezogener Daten unserer Nutzer erfolgt regelmäßig nur nach Einwilligung des Nutzers. Eine bbox=[4, 110, 215, 114]
document-line: Artikel in einem Warenkorb bbox=[4, 386, 39, 390]
document-line: 3. Recht auf Einschränkung der Verarbeitung bbox=[4, 694, 67, 697]
